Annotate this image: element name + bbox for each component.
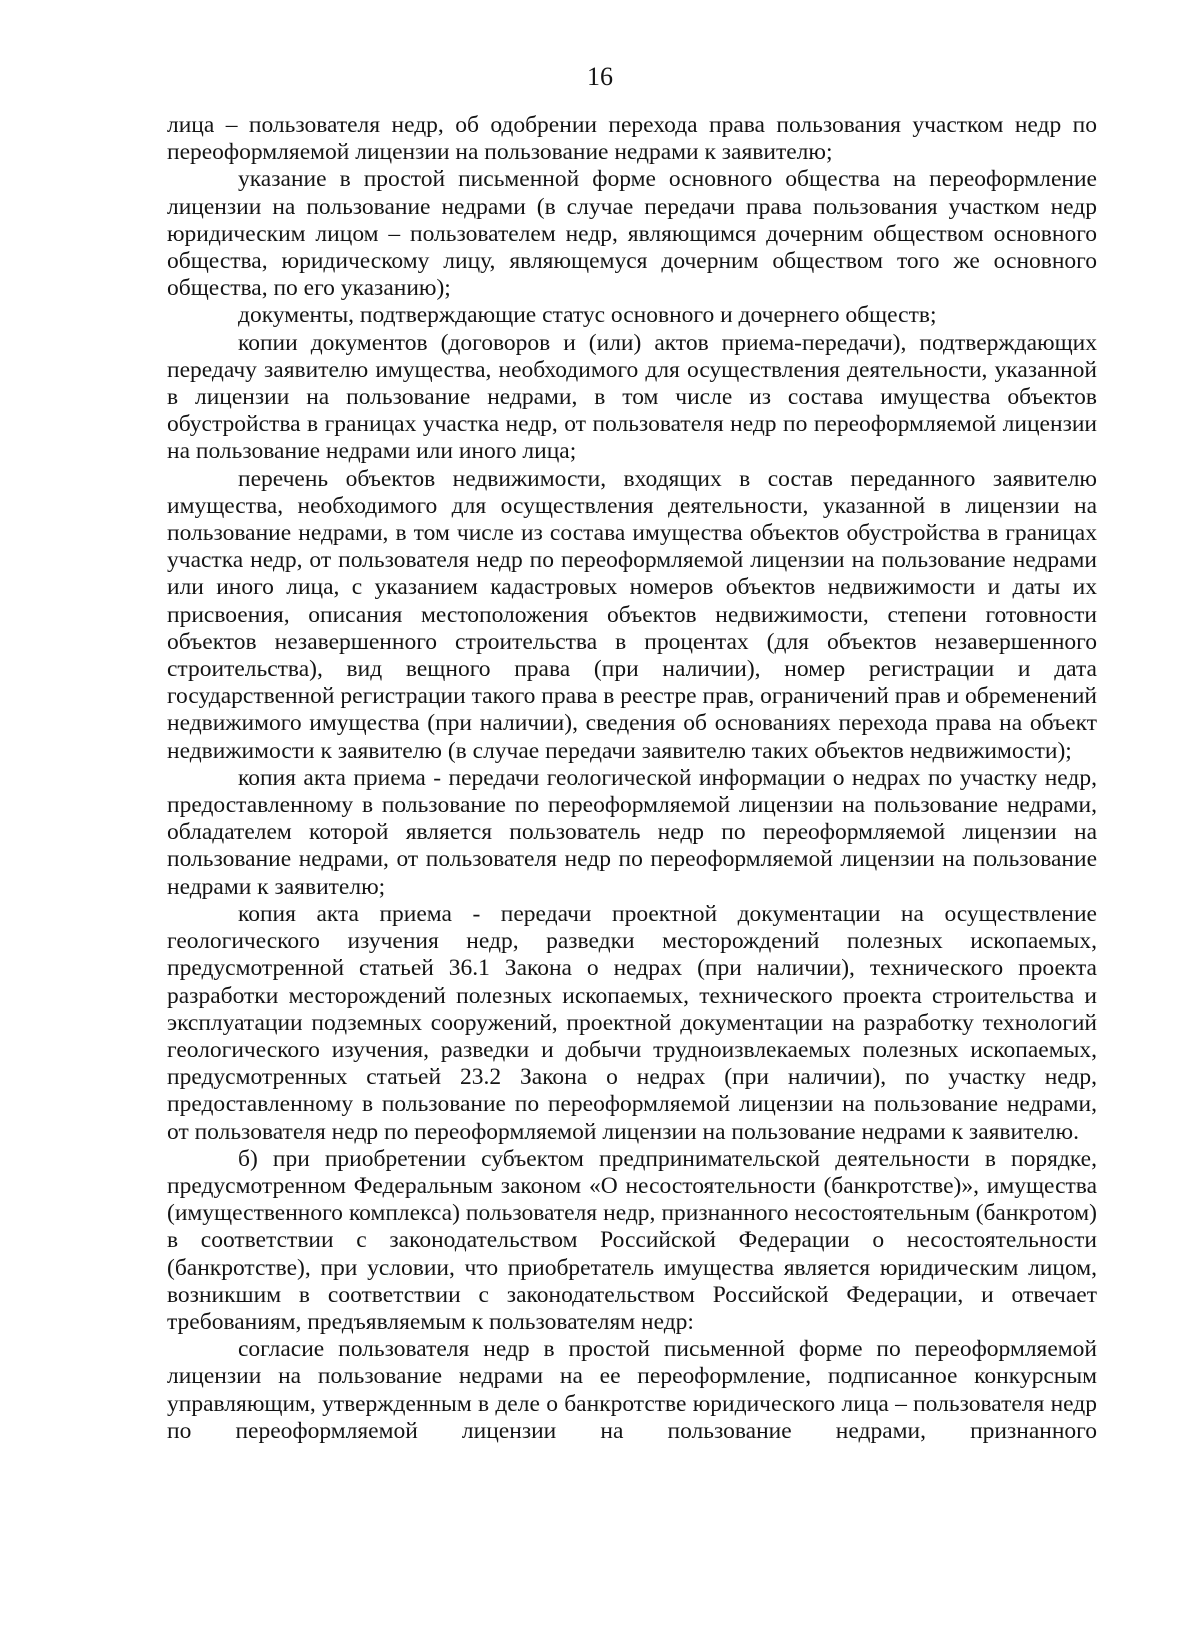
- paragraph: согласие пользователя недр в простой письменной форме по переоформляемой лицензии на пользование недрами на ее переоформление, подписанное конкурсным управляющим, утвержденным в деле о банкротстве юридического лица – пользователя недр по переоформляемой лицензии на пользование недрами, признанного: [167, 1336, 1097, 1444]
- paragraph: указание в простой письменной форме основного общества на переоформление лицензии на пользование недрами (в случае передачи права пользования участком недр юридическим лицом – пользователем недр, являющимся дочерним обществом основного общества, юридическому лицу, являющемуся дочерним обществом того же основного общества, по его указанию);: [167, 166, 1097, 302]
- paragraph: копия акта приема - передачи геологической информации о недрах по участку недр, предоставленному в пользование по переоформляемой лицензии на пользование недрами, обладателем которой является пользователь недр по переоформляемой лицензии на пользование недрами, от пользователя недр по переоформляемой лицензии на пользование недрами к заявителю;: [167, 764, 1097, 900]
- paragraph: документы, подтверждающие статус основного и дочернего обществ;: [238, 302, 937, 329]
- document-body: [167, 112, 1097, 1445]
- paragraph: б) при приобретении субъектом предпринимательской деятельности в порядке, предусмотренном Федеральным законом «О несостоятельности (банкротстве)», имущества (имущественного комплекса) пользователя недр, признанного несостоятельным (банкротом) в соответствии с законодательством Российской Федерации о несостоятельности (банкротстве), при условии, что приобретатель имущества является юридическим лицом, возникшим в соответствии с законодательством Российской Федерации, и отвечает требованиям, предъявляемым к пользователям недр:: [167, 1145, 1097, 1335]
- page-number: 16: [587, 62, 613, 91]
- paragraph: копии документов (договоров и (или) актов приема-передачи), подтверждающих передачу заявителю имущества, необходимого для осуществления деятельности, указанной в лицензии на пользование недрами, в том числе из состава имущества объектов обустройства в границах участка недр, от пользователя недр по переоформляемой лицензии на пользование недрами или иного лица;: [167, 329, 1097, 465]
- paragraph: копия акта приема - передачи проектной документации на осуществление геологического изучения недр, разведки месторождений полезных ископаемых, предусмотренной статьей 36.1 Закона о недрах (при наличии), технического проекта разработки месторождений полезных ископаемых, технического проекта строительства и эксплуатации подземных сооружений, проектной документации на разработку технологий геологического изучения, разведки и добычи трудноизвлекаемых полезных ископаемых, предусмотренных статьей 23.2 Закона о недрах (при наличии), по участку недр, предоставленному в пользование по переоформляемой лицензии на пользование недрами, от пользователя недр по переоформляемой лицензии на пользование недрами к заявителю.: [167, 900, 1097, 1145]
- paragraph: лица – пользователя недр, об одобрении перехода права пользования участком недр по переоформляемой лицензии на пользование недрами к заявителю;: [167, 112, 1097, 166]
- paragraph: перечень объектов недвижимости, входящих в состав переданного заявителю имущества, необходимого для осуществления деятельности, указанной в лицензии на пользование недрами, в том числе из состава имущества объектов обустройства в границах участка недр, от пользователя недр по переоформляемой лицензии на пользование недрами или иного лица, с указанием кадастровых номеров объектов недвижимости и даты их присвоения, описания местоположения объектов недвижимости, степени готовности объектов незавершенного строительства в процентах (для объектов незавершенного строительства), вид вещного права (при наличии), номер регистрации и дата государственной регистрации такого права в реестре прав, ограничений прав и обременений недвижимого имущества (при наличии), сведения об основаниях перехода права на объект недвижимости к заявителю (в случае передачи заявителю таких объектов недвижимости);: [167, 465, 1097, 764]
